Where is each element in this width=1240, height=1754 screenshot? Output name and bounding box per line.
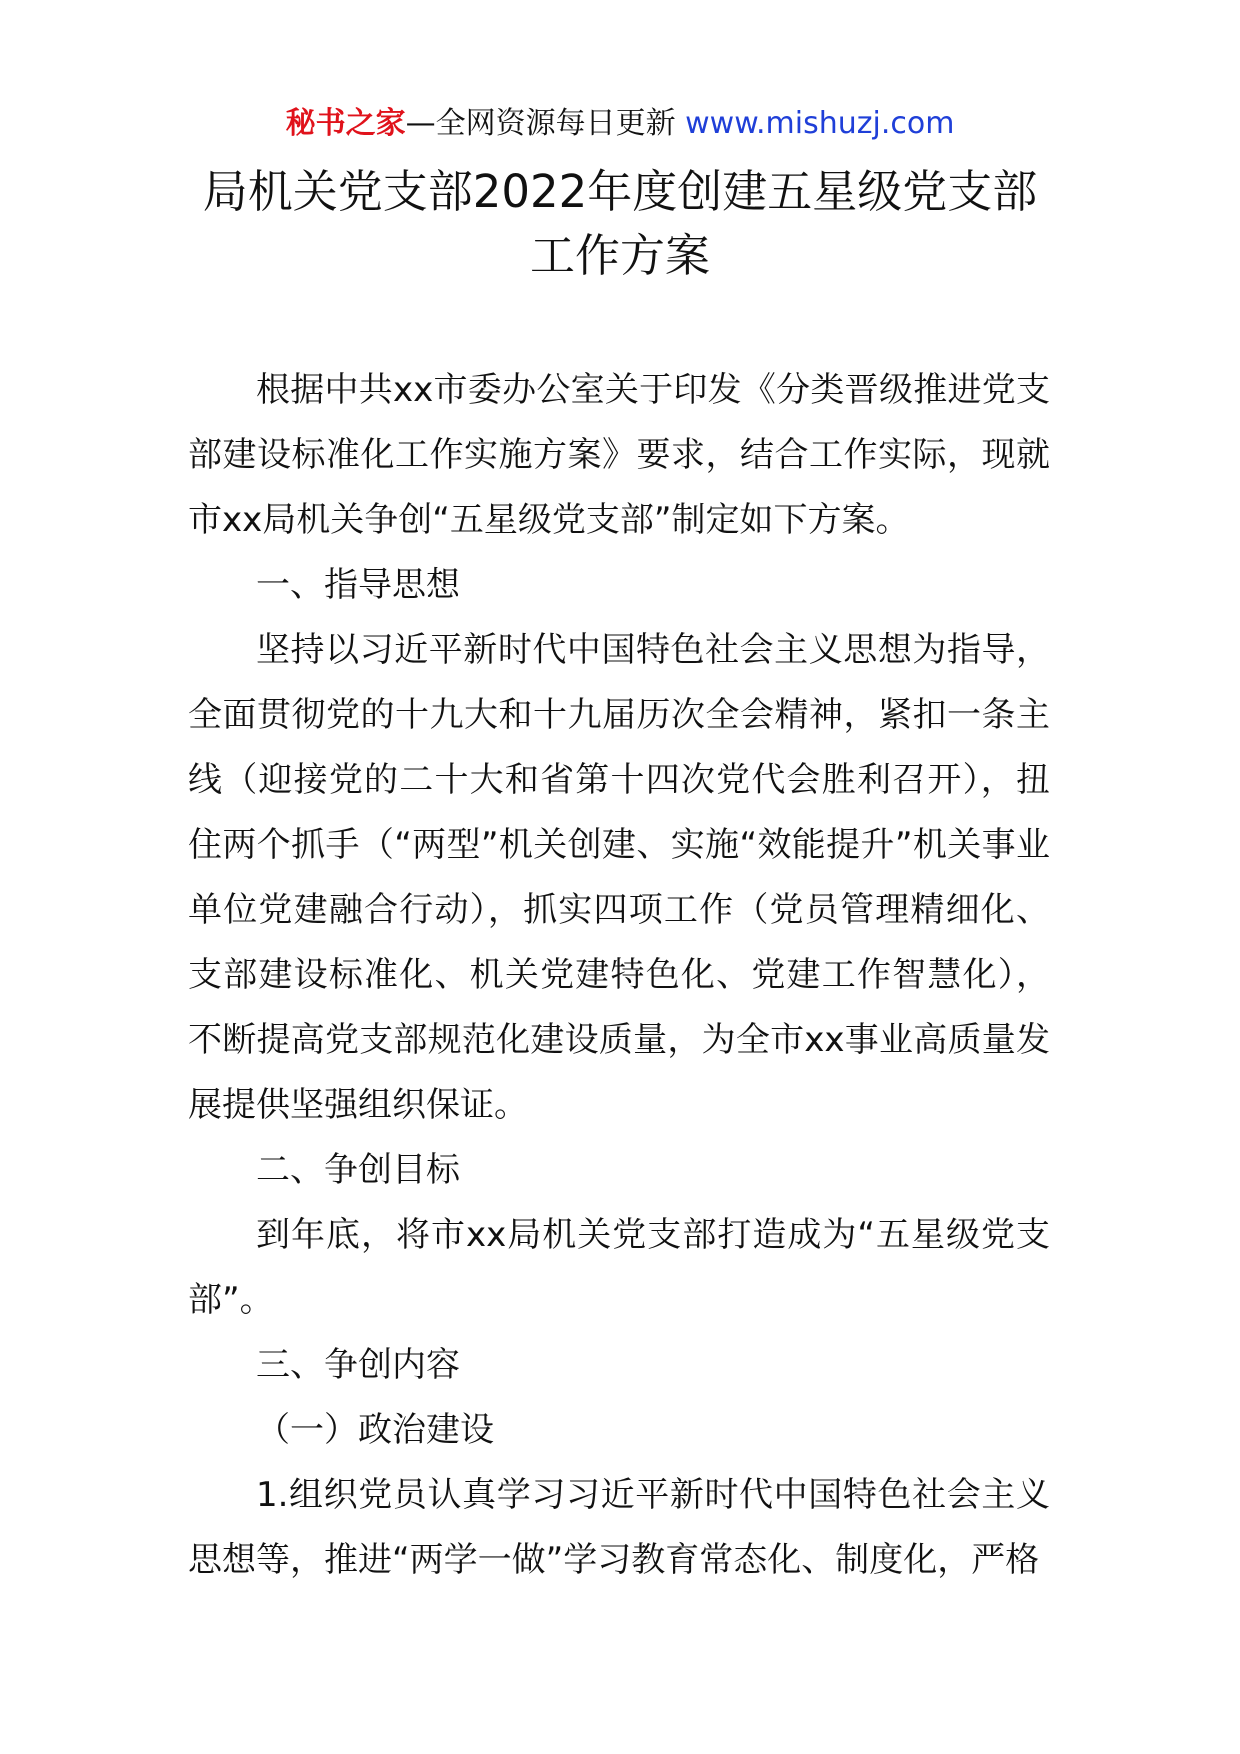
title-line-2: 工作方案	[529, 229, 710, 282]
watermark-brand: 秘书之家	[285, 106, 406, 141]
watermark-url[interactable]: www.mishuzj.com	[685, 106, 955, 141]
section-heading-goal: 二、争创目标	[256, 1150, 460, 1190]
document-body	[188, 358, 1050, 1593]
section-heading-guiding-ideology: 一、指导思想	[256, 565, 460, 605]
subsection-heading-political: （一）政治建设	[256, 1410, 494, 1450]
intro-paragraph: 根据中共xx市委办公室关于印发《分类晋级推进党支部建设标准化工作实施方案》要求，结合工作实际，现就市xx局机关争创“五星级党支部”制定如下方案。	[188, 370, 1050, 540]
section-body-goal: 到年底，将市xx局机关党支部打造成为“五星级党支部”。	[188, 1215, 1050, 1320]
section-heading-content: 三、争创内容	[256, 1345, 460, 1385]
watermark-text: —全网资源每日更新	[405, 106, 676, 141]
title-line-1: 局机关党支部2022年度创建五星级党支部	[202, 165, 1038, 218]
section-body-guiding-ideology: 坚持以习近平新时代中国特色社会主义思想为指导，全面贯彻党的十九大和十九届历次全会精神，紧扣一条主线（迎接党的二十大和省第十四次党代会胜利召开），扭住两个抓手（“两型”机关创建、实施“效能提升”机关事业单位党建融合行动），抓实四项工作（党员管理精细化、支部建设标准化、机关党建特色化、党建工作智慧化），不断提高党支部规范化建设质量，为全市xx事业高质量发展提供坚强组织保证。	[188, 630, 1050, 1125]
watermark-banner	[0, 104, 1240, 144]
list-item-1: 1.组织党员认真学习习近平新时代中国特色社会主义思想等，推进“两学一做”学习教育常态化、制度化，严格	[188, 1475, 1050, 1580]
document-title	[120, 160, 1120, 288]
